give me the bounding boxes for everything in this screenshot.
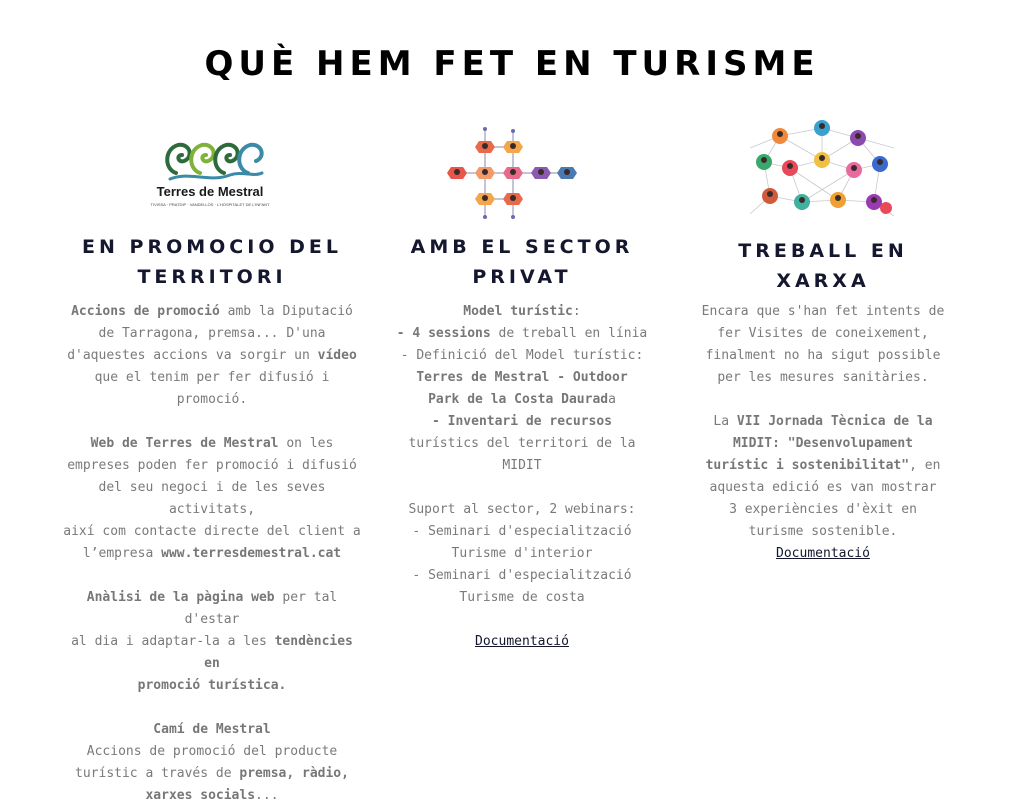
text-bold: promoció turística. xyxy=(137,678,287,693)
text: on les xyxy=(278,436,334,451)
text-bold: VII Jornada Tècnica de la xyxy=(736,414,933,429)
text: fer Visites de coneixement, xyxy=(717,326,929,341)
heading-sector-privat xyxy=(388,232,656,292)
logo-tagline: TIVISSA · PRATDIP · VANDELLÒS · L'HOSPITALET DE L'INFANT xyxy=(150,202,270,207)
text-bold: xarxes socials xyxy=(145,788,256,803)
text-bold: Anàlisi de la pàgina web xyxy=(86,590,275,605)
text-bold: MIDIT: "Desenvolupament xyxy=(732,436,913,451)
text: turístics del territori de la xyxy=(408,436,636,451)
text: Suport al sector, 2 webinars: xyxy=(408,502,636,517)
text: al dia i adaptar-la a les xyxy=(71,634,275,649)
text: per tal d'estar xyxy=(184,590,338,627)
text: l’empresa xyxy=(82,546,162,561)
text: aquesta edició es van mostrar xyxy=(709,480,937,495)
text: - Seminari d'especialització xyxy=(412,524,632,539)
logo-name: Terres de Mestral xyxy=(156,184,264,199)
text: turístic a través de xyxy=(75,766,240,781)
text-bold: Park de la Costa Daurad xyxy=(428,392,609,407)
treball-xarxa-text xyxy=(690,301,956,565)
text: : xyxy=(572,304,581,319)
text: Turisme d'interior xyxy=(451,546,593,561)
text: Accions de promoció del producte xyxy=(86,744,338,759)
text-bold: vídeo xyxy=(317,348,357,363)
text: que el tenim per fer difusió i promoció. xyxy=(94,370,330,407)
text: amb la Diputació xyxy=(219,304,353,319)
text: 3 experiències d'èxit en xyxy=(729,502,917,517)
text: Encara que s'han fet intents de xyxy=(701,304,945,319)
text: , en xyxy=(909,458,941,473)
page-title: QUÈ HEM FET EN TURISME xyxy=(204,44,820,84)
text: de treball en línia xyxy=(490,326,648,341)
heading-line: PRIVAT xyxy=(472,266,572,288)
people-network-icon xyxy=(443,125,579,221)
heading-line: AMB EL SECTOR xyxy=(410,236,634,258)
text: MIDIT xyxy=(502,458,542,473)
terres-de-mestral-logo xyxy=(150,133,270,213)
text-bold: tendències en xyxy=(204,634,353,671)
text-bold: Model turístic xyxy=(463,304,573,319)
text-bold: turístic i sostenibilitat" xyxy=(705,458,910,473)
text-bold: Web de Terres de Mestral xyxy=(90,436,279,451)
text: a xyxy=(608,392,616,407)
website-url: www.terresdemestral.cat xyxy=(161,546,342,561)
text-bold: - Inventari de recursos xyxy=(431,414,612,429)
text-bold: premsa, ràdio, xyxy=(239,766,349,781)
sector-privat-text xyxy=(388,301,656,653)
text: de Tarragona, premsa... D'una xyxy=(98,326,326,341)
text: per les mesures sanitàries. xyxy=(717,370,929,385)
heading-treball-xarxa xyxy=(690,236,956,296)
text: d'aquestes accions va sorgir un xyxy=(67,348,318,363)
text: ... xyxy=(255,788,279,803)
text: La xyxy=(713,414,737,429)
text-bold: - 4 sessions xyxy=(396,326,491,341)
heading-promocio xyxy=(62,232,362,292)
heading-line: TREBALL EN xyxy=(738,240,908,262)
text: empreses poden fer promoció i difusió xyxy=(67,458,357,473)
promocio-text xyxy=(62,301,362,807)
people-network-web-icon xyxy=(750,118,894,220)
text: turisme sostenible. xyxy=(748,524,898,539)
documentacio-link[interactable]: Documentació xyxy=(776,546,870,561)
heading-line: TERRITORI xyxy=(137,266,287,288)
heading-line: XARXA xyxy=(776,270,870,292)
text: Turisme de costa xyxy=(459,590,585,605)
text: - Seminari d'especialització xyxy=(412,568,632,583)
heading-line: EN PROMOCIO DEL xyxy=(82,236,342,258)
text-bold: Camí de Mestral xyxy=(153,722,271,737)
text: - Definició del Model turístic: xyxy=(400,348,644,363)
text: finalment no ha sigut possible xyxy=(705,348,941,363)
text: del seu negoci i de les seves activitats, xyxy=(98,480,326,517)
documentacio-link[interactable]: Documentació xyxy=(475,634,569,649)
text: així com contacte directe del client a xyxy=(63,524,361,539)
text-bold: Terres de Mestral - Outdoor xyxy=(416,370,628,385)
text-bold: Accions de promoció xyxy=(71,304,220,319)
